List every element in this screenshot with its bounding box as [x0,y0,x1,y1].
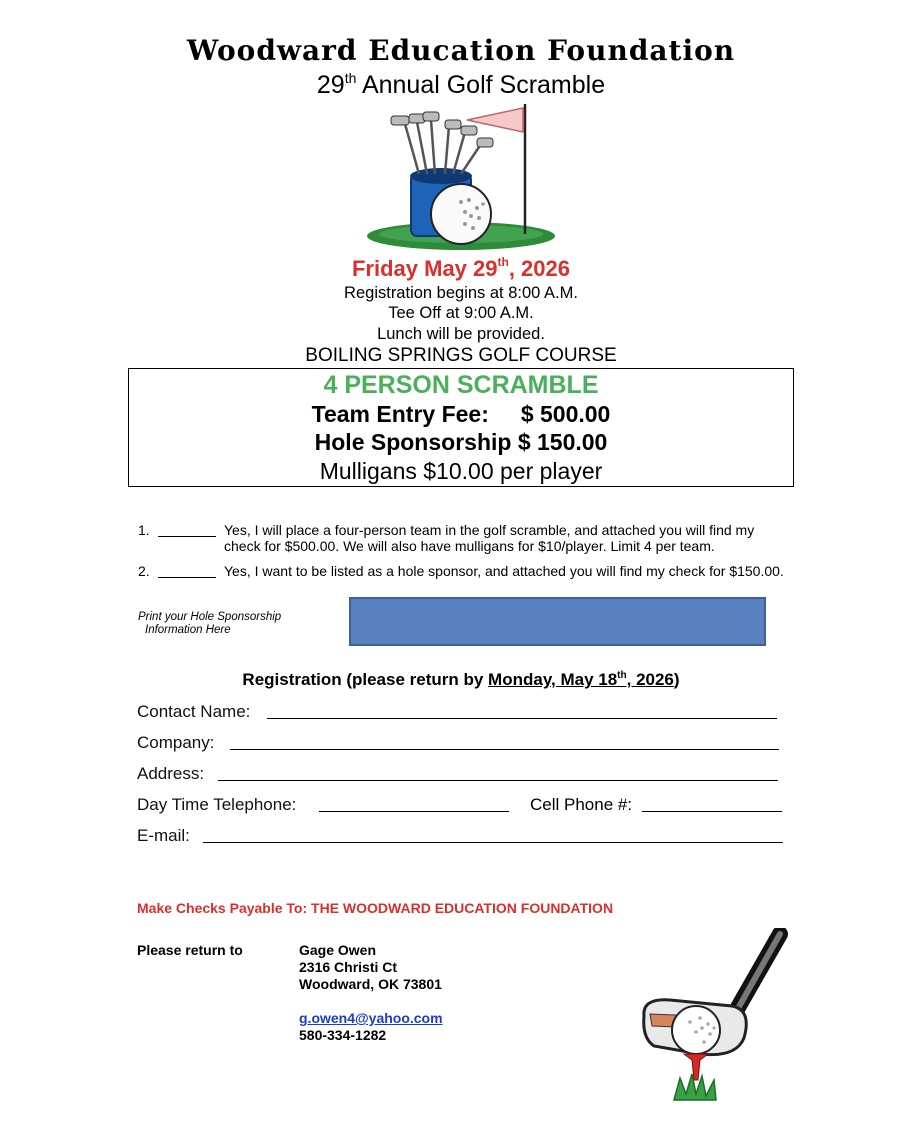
option-sponsor [138,563,798,597]
option-team [138,522,798,556]
deadline-main: Monday, May 18 [488,670,618,689]
cell-phone-field[interactable] [642,811,782,812]
deadline [488,670,674,689]
event-date [0,255,922,282]
contact-name-field[interactable] [267,718,777,719]
sponsor-info-field[interactable] [349,597,766,646]
golf-ball-icon [431,184,491,244]
team-entry-fee: Team Entry Fee: $ 500.00 [311,401,611,427]
checks-payable-note: Make Checks Payable To: THE WOODWARD EDUCATION FOUNDATION [137,900,614,916]
contact-phone: 580-334-1282 [299,1027,387,1043]
event-name: Annual Golf Scramble [356,71,606,99]
deadline-suffix: th [617,670,627,681]
return-label: Please return to [137,942,243,958]
hole-sponsorship-fee: Hole Sponsorship $ 150.00 [314,429,608,455]
option-text: Yes, I will place a four-person team in the golf scramble, and attached you will find my check for $500.00. We will also have mulligans for $10/player. Limit 4 per team. [224,522,755,554]
tee-icon [684,1054,708,1080]
daytime-phone-field[interactable] [319,811,509,812]
ordinal-suffix: th [344,70,357,86]
daytime-phone-label: Day Time Telephone: [137,795,297,814]
cell-phone-label: Cell Phone #: [530,795,633,814]
contact-email-link[interactable]: g.owen4@yahoo.com [299,1010,443,1026]
registration-time: Registration begins at 8:00 A.M. [344,284,578,302]
fee-box [128,368,794,487]
contact-name-label: Contact Name: [137,702,251,721]
option-team-blank[interactable] [158,522,216,537]
page-title: Woodward Education Foundation [186,34,736,67]
address-label: Address: [137,764,205,783]
course-name: BOILING SPRINGS GOLF COURSE [305,345,617,366]
address-field[interactable] [218,780,778,781]
ordinal-number: 29 [316,71,345,99]
company-label: Company: [137,733,215,752]
option-number: 1. [138,522,150,538]
scramble-title: 4 PERSON SCRAMBLE [323,371,599,399]
mulligans-fee: Mulligans $10.00 per player [319,458,603,484]
email-field[interactable] [203,842,783,843]
reg-heading-end: ) [673,670,680,689]
registration-heading [0,670,922,690]
option-text: Yes, I want to be listed as a hole sponsor, and attached you will find my check for $150.00. [224,563,784,579]
golf-club-illustration [640,928,800,1108]
sponsor-label-line1: Print your Hole Sponsorship [138,611,282,623]
tee-off-time: Tee Off at 9:00 A.M. [388,304,534,322]
lunch-note: Lunch will be provided. [377,325,545,343]
email-label: E-mail: [137,826,190,845]
golf-ball-icon [672,1006,720,1054]
city-state-zip: Woodward, OK 73801 [299,976,442,992]
sponsor-info-label [138,611,281,637]
date-main: Friday May 29 [351,256,498,281]
company-field[interactable] [230,749,779,750]
event-subtitle [0,70,922,100]
date-suffix: th [497,255,509,269]
deadline-year: , 2026 [626,670,674,689]
option-number: 2. [138,563,150,579]
sponsor-label-line2: Information Here [145,624,231,636]
return-address [299,942,443,1044]
reg-heading-prefix: Registration (please return by [242,670,489,689]
option-sponsor-blank[interactable] [158,563,216,578]
date-year: , 2026 [508,256,570,281]
golf-bag-illustration [365,104,560,254]
street-address: 2316 Christi Ct [299,959,398,975]
contact-person: Gage Owen [299,942,377,958]
